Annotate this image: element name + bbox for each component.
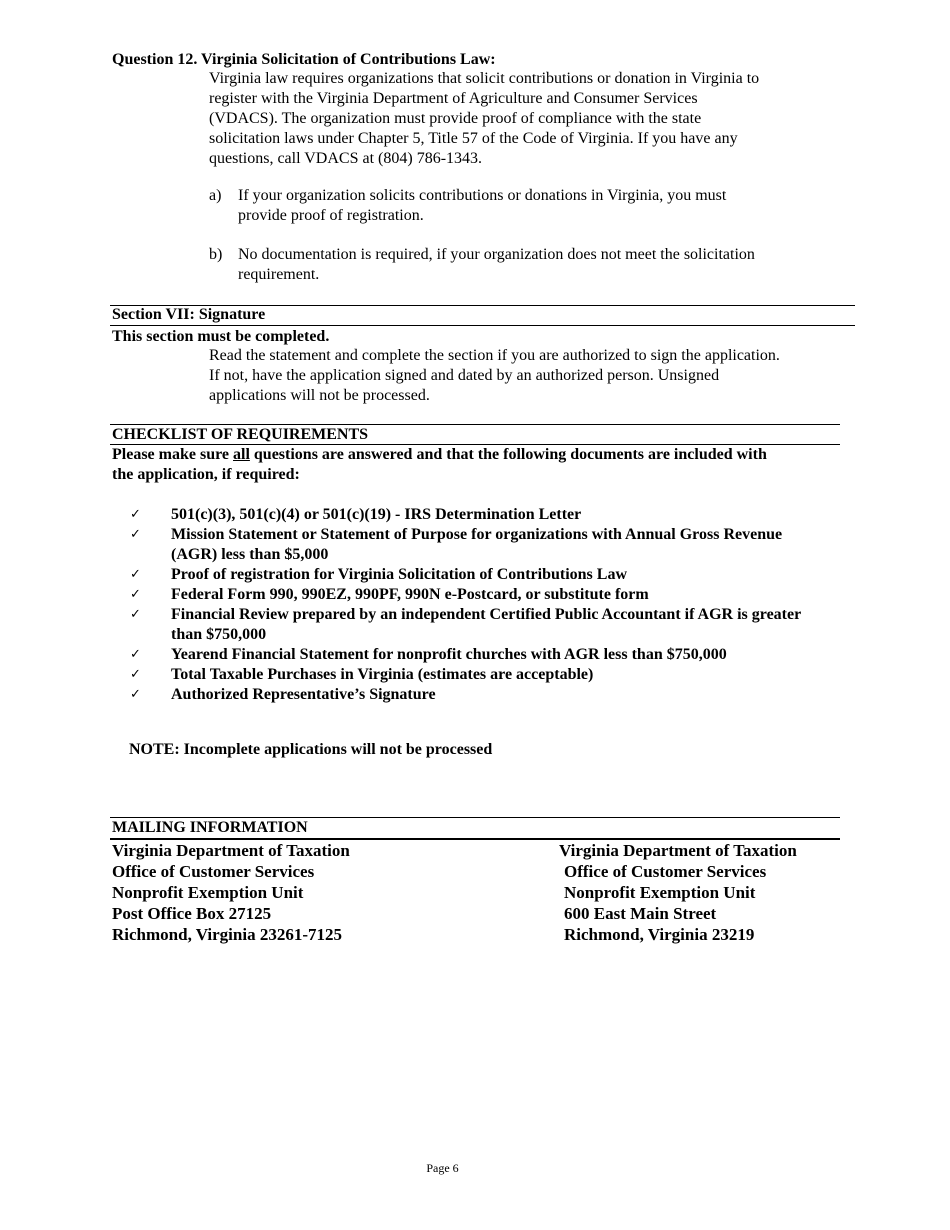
checklist-item: ✓ 501(c)(3), 501(c)(4) or 501(c)(19) - IRS Determination Letter — [130, 506, 582, 523]
divider — [110, 325, 855, 326]
address-line: Richmond, Virginia 23261-7125 — [112, 925, 342, 944]
checklist-item: ✓ Total Taxable Purchases in Virginia (estimates are acceptable) — [130, 666, 594, 683]
checklist-item: ✓ Federal Form 990, 990EZ, 990PF, 990N e-Postcard, or substitute form — [130, 586, 649, 603]
paragraph-line: Virginia law requires organizations that solicit contributions or donation in Virginia to — [209, 70, 760, 87]
checklist-title: CHECKLIST OF REQUIREMENTS — [112, 426, 369, 443]
checkmark-icon: ✓ — [130, 667, 141, 682]
page-number: Page 6 — [426, 1161, 459, 1175]
option-text-line: If your organization solicits contributions or donations in Virginia, you must — [238, 187, 727, 204]
incomplete-note: NOTE: Incomplete applications will not be processed — [129, 741, 493, 758]
mailing-address-po-box — [112, 840, 350, 945]
mailing-address-street — [559, 840, 797, 945]
paragraph-line: Read the statement and complete the section if you are authorized to sign the application. — [209, 347, 780, 364]
question-12-title: Question 12. Virginia Solicitation of Contributions Law: — [112, 51, 496, 68]
address-line: Virginia Department of Taxation — [559, 841, 797, 860]
checklist-item: ✓ Financial Review prepared by an independent Certified Public Accountant if AGR is greater than $750,000 — [130, 606, 802, 643]
checkmark-icon: ✓ — [130, 507, 141, 522]
paragraph-line: solicitation laws under Chapter 5, Title 57 of the Code of Virginia. If you have any — [209, 130, 738, 147]
checklist-item: ✓ Proof of registration for Virginia Solicitation of Contributions Law — [130, 566, 627, 583]
question-12-paragraph — [209, 69, 829, 169]
section-7-subtitle: This section must be completed. — [112, 328, 330, 345]
checklist-item: ✓ Authorized Representative’s Signature — [130, 686, 436, 703]
checkmark-icon: ✓ — [130, 647, 141, 662]
checklist-item: ✓ Yearend Financial Statement for nonprofit churches with AGR less than $750,000 — [130, 646, 727, 663]
paragraph-line: (VDACS). The organization must provide proof of compliance with the state — [209, 110, 702, 127]
intro-line: Please make sure all questions are answered and that the following documents are included with — [112, 446, 767, 463]
paragraph-line: applications will not be processed. — [209, 387, 430, 404]
address-line: Nonprofit Exemption Unit — [112, 883, 304, 902]
paragraph-line: questions, call VDACS at (804) 786-1343. — [209, 150, 483, 167]
option-text-line: requirement. — [238, 266, 320, 283]
checkmark-icon: ✓ — [130, 527, 141, 542]
checklist-item: ✓ Mission Statement or Statement of Purpose for organizations with Annual Gross Revenue (AGR) less than $5,000 — [130, 526, 783, 563]
checklist-intro — [112, 445, 832, 485]
checkmark-icon: ✓ — [130, 687, 141, 702]
intro-line: the application, if required: — [112, 466, 300, 483]
checklist — [130, 505, 850, 705]
checkmark-icon: ✓ — [130, 587, 141, 602]
paragraph-line: register with the Virginia Department of Agriculture and Consumer Services — [209, 90, 698, 107]
section-7-paragraph — [209, 346, 829, 406]
address-line: Richmond, Virginia 23219 — [564, 925, 755, 944]
address-line: Post Office Box 27125 — [112, 904, 272, 923]
address-line: Office of Customer Services — [112, 862, 315, 881]
mailing-title: MAILING INFORMATION — [112, 819, 308, 836]
option-text-line: provide proof of registration. — [238, 207, 424, 224]
option-text-line: No documentation is required, if your organization does not meet the solicitation — [238, 246, 755, 263]
section-7-title: Section VII: Signature — [112, 306, 266, 323]
option-label: a) — [209, 187, 222, 204]
paragraph-line: If not, have the application signed and dated by an authorized person. Unsigned — [209, 367, 720, 384]
address-line: Virginia Department of Taxation — [112, 841, 350, 860]
address-line: Office of Customer Services — [564, 862, 767, 881]
address-line: 600 East Main Street — [564, 904, 717, 923]
checkmark-icon: ✓ — [130, 607, 141, 622]
checkmark-icon: ✓ — [130, 567, 141, 582]
address-line: Nonprofit Exemption Unit — [564, 883, 756, 902]
option-label: b) — [209, 246, 223, 263]
